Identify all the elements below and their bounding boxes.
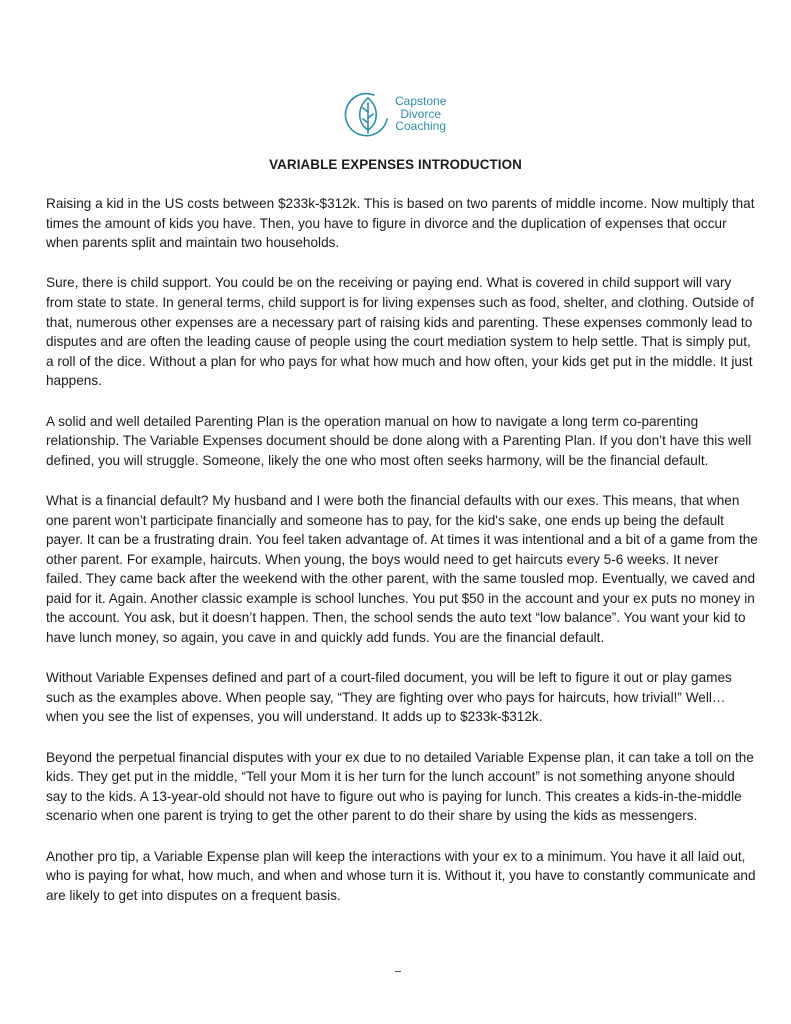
paragraph: A solid and well detailed Parenting Plan is the operation manual on how to navigate a long term co-parenting relationship. The Variable Expenses document should be done along with a Parenting Plan. If you don’t have this well defined, you will struggle. Someone, likely the one who most often seeks harmony, will be the financial default. [46,413,752,468]
logo-line: Coaching [395,119,447,134]
paragraph: What is a financial default? My husband and I were both the financial defaults with our exes. This means, that when one parent won’t participate financially and someone has to pay, for the kid's sake, one ends up being the default payer. It can be a frustrating drain. You feel taken advantage of. At times it was intentional and a bit of a game from the other parent. For example, haircuts. When young, the boys would need to get haircuts every 5-6 weeks. It never failed. They came back after the weekend with the other parent, with the same tousled mop. Eventually, we caved and paid for it. Again. Another classic example is school lunches. You put $50 in the account and your ex puts no money in the account. You ask, but it doesn’t happen. Then, the school sends the auto text “low balance”. You want your kid to have lunch money, so again, you cave in and quickly add funds. You are the financial default. [46,492,758,646]
logo-text [395,95,446,133]
paragraph: Without Variable Expenses defined and part of a court-filed document, you will be left to figure it out or play games such as the examples above. When people say, “They are fighting over who pays for haircuts, how trivial!” Well… when you see the list of expenses, you will understand. It adds up to $233k-$312k. [46,670,732,725]
paragraph: Beyond the perpetual financial disputes with your ex due to no detailed Variable Expense plan, it can take a toll on the kids. They get put in the middle, “Tell your Mom it is her turn for the lunch account” is not something anyone should say to the kids. A 13-year-old should not have to figure out who is paying for lunch. This creates a kids-in-the-middle scenario when one parent is trying to get the other parent to do their share by using the kids as messengers. [46,749,754,824]
paragraph: Sure, there is child support. You could be on the receiving or paying end. What is covered in child support will vary from state to state. In general terms, child support is for living expenses such as food, shelter, and clothing. Outside of that, numerous other expenses are a necessary part of raising kids and parenting. These expenses commonly lead to disputes and are often the leading cause of people using the court mediation system to help settle. That is simply put, a roll of the dice. Without a plan for who pays for what how much and how often, your kids get put in the middle. It just happens. [46,275,755,389]
logo-line: Divorce [400,106,442,121]
paragraph: Another pro tip, a Variable Expense plan will keep the interactions with your ex to a minimum. You have it all laid out, who is paying for what, how much, and when and whose turn it is. Without it, you have to constantly communicate and are likely to get into disputes on a frequent basis. [46,848,756,903]
document-body [46,194,758,926]
logo-line: Capstone [395,94,447,109]
footer-mark [395,971,401,972]
leaf-circle-icon [343,89,393,139]
paragraph: Raising a kid in the US costs between $233k-$312k. This is based on two parents of middle income. Now multiply that times the amount of kids you have. Then, you have to figure in divorce and the duplication of expenses that occur when parents split and maintain two households. [46,196,755,251]
logo [343,89,446,139]
document-title: VARIABLE EXPENSES INTRODUCTION [269,157,522,172]
